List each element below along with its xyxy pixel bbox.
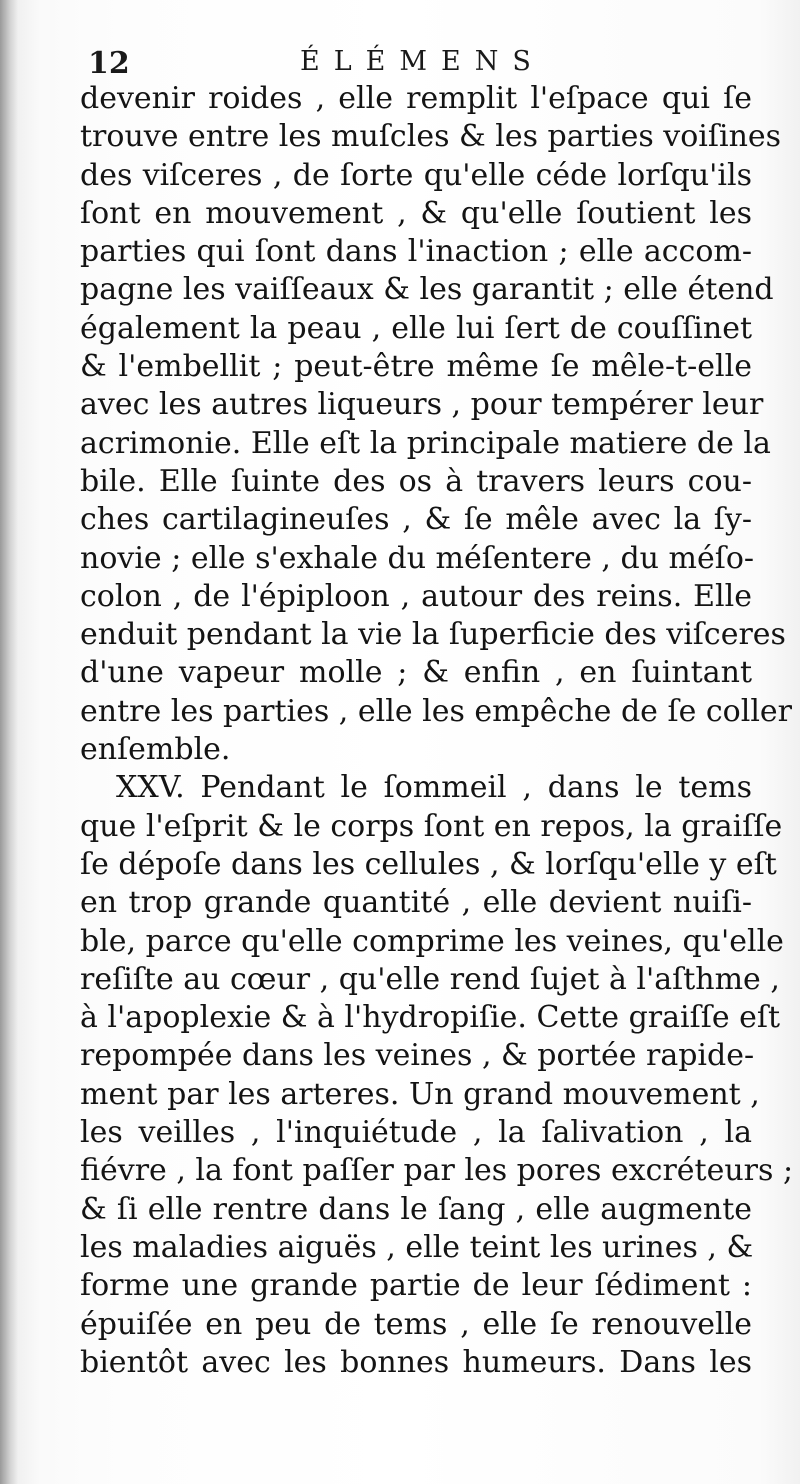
text-line: épuiſée en peu de tems , elle ſe renouvelle [80,1306,752,1342]
text-line: ment par les arteres. Un grand mouvement , [80,1076,760,1112]
text-line: enduit pendant la vie la ſuperficie des viſceres [80,617,786,653]
text-line: trouve entre les muſcles & les parties voiſines [80,119,782,155]
text-line: novie ; elle s'exhale du méſentere , du méſo- [80,540,755,576]
text-line: ches cartilagineuſes , & ſe mêle avec la ſy- [80,502,752,538]
text-line: colon , de l'épiploon , autour des reins. Elle [80,578,752,614]
text-line: forme une grande partie de leur ſédiment : [80,1268,752,1304]
text-line: bientôt avec les bonnes humeurs. Dans les [80,1344,752,1380]
text-line: devenir roides , elle remplit l'eſpace qui ſe [80,81,752,116]
text-line: que l'eſprit & le corps ſont en repos, la graiſſe [80,808,783,844]
text-line-paragraph-end: enſemble. [80,732,231,768]
text-line: repompée dans les veines , & portée rapide- [80,1038,755,1074]
body-text [80,80,794,1382]
text-line: pagne les vaiſſeaux & les garantit ; elle étend [80,272,774,308]
text-line: d'une vapeur molle ; & enfin , en ſuintant [80,655,752,691]
text-line: les maladies aiguës , elle teint les urines , & [80,1229,754,1265]
text-line: reſiſte au cœur , qu'elle rend ſujet à l'aſthme , [80,961,780,997]
text-line: ſe dépoſe dans les cellules , & lorſqu'elle y eſt [80,846,777,882]
running-head [88,44,568,84]
text-line: bile. Elle ſuinte des os à travers leurs cou- [80,463,752,499]
text-line: parties qui ſont dans l'inaction ; elle accom- [80,234,752,270]
text-line-paragraph-start: XXV. Pendant le ſommeil , dans le tems [116,770,752,806]
text-line: entre les parties , elle les empêche de ſe coller [80,693,793,729]
text-line: fiévre , la font paſſer par les pores excréteurs ; [80,1153,794,1189]
text-line: en trop grande quantité , elle devient nuiſi- [80,885,752,921]
text-line: les veilles , l'inquiétude , la ſalivation , la [80,1115,752,1151]
text-line: & l'embellit ; peut-être même ſe mêle-t-elle [80,349,752,385]
text-line: ſont en mouvement , & qu'elle ſoutient les [80,195,752,231]
text-line: des viſceres , de ſorte qu'elle céde lorſqu'ils [80,157,752,193]
text-line: ble, parce qu'elle comprime les veines, qu'elle [80,923,784,959]
text-line: acrimonie. Elle eſt la principale matiere de la [80,425,771,461]
text-line: & ſi elle rentre dans le ſang , elle augmente [80,1191,752,1227]
text-line: à l'apoplexie & à l'hydropiſie. Cette graiſſe eſt [80,1000,781,1036]
text-line: avec les autres liqueurs , pour tempérer leur [80,387,764,423]
text-line: également la peau , elle lui ſert de couſſinet [80,310,752,346]
binding-shadow [0,0,18,1484]
running-title: ÉLÉMENS [300,46,545,77]
page-number: 12 [88,46,130,81]
